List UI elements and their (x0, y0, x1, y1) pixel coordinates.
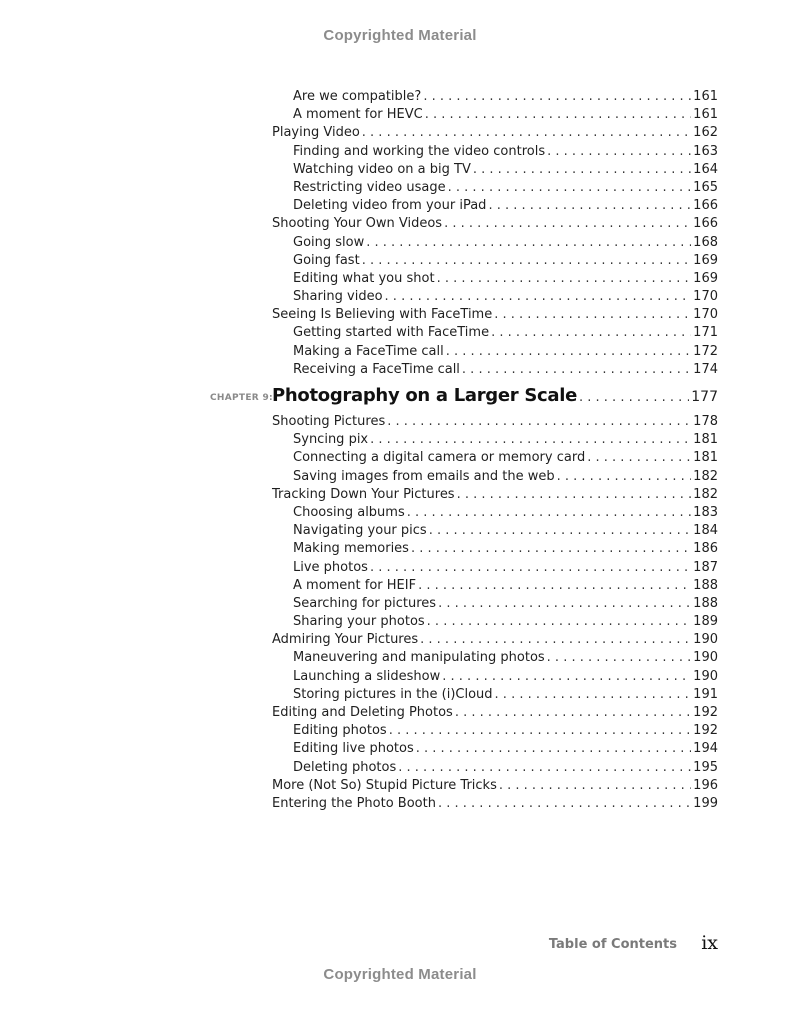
dot-leader (366, 234, 691, 252)
toc-entry-page: 190 (693, 668, 718, 684)
toc-entry-title: Shooting Your Own Videos (272, 216, 443, 232)
toc-section-before (272, 88, 718, 379)
toc-entry-page: 162 (693, 125, 718, 141)
toc-entry-title: Connecting a digital camera or memory card (293, 450, 586, 466)
toc-entry-page: 189 (693, 614, 718, 630)
toc-entry-title: Restricting video usage (293, 179, 446, 195)
toc-entry-title: Seeing Is Believing with FaceTime (272, 307, 493, 323)
toc-entry-title: Going fast (293, 252, 360, 268)
dot-leader (499, 777, 691, 795)
toc-entry-page: 174 (693, 361, 718, 377)
dot-leader (495, 686, 692, 704)
toc-entry-page: 188 (693, 577, 718, 593)
toc-subentry (272, 106, 718, 124)
toc-entry-title: Going slow (293, 234, 365, 250)
toc-entry (272, 124, 718, 142)
toc-subentry (272, 540, 718, 558)
toc-entry-title: Saving images from emails and the web (293, 468, 555, 484)
toc-entry-page: 168 (693, 234, 718, 250)
toc-entry-page: 184 (693, 523, 718, 539)
toc-entry-page: 186 (693, 541, 718, 557)
toc-entry-page: 165 (693, 179, 718, 195)
toc-entry (272, 413, 718, 431)
dot-leader (455, 704, 691, 722)
dot-leader (411, 540, 691, 558)
toc-entry-title: Sharing video (293, 289, 383, 305)
dot-leader (448, 179, 692, 197)
dot-leader (362, 124, 691, 142)
toc-subentry (272, 252, 718, 270)
toc-entry-page: 192 (693, 705, 718, 720)
toc-entry-title: Playing Video (272, 125, 360, 141)
chapter-title: Photography on a Larger Scale (272, 385, 577, 406)
toc-entry-title: Finding and working the video controls (293, 143, 546, 159)
toc-subentry (272, 88, 718, 106)
toc-section-after (272, 413, 718, 813)
toc-entry-page: 190 (693, 650, 718, 666)
toc-entry (272, 486, 718, 504)
toc-entry-page: 178 (693, 414, 718, 429)
toc-entry-title: Shooting Pictures (272, 414, 386, 429)
toc-entry-title: More (Not So) Stupid Picture Tricks (272, 777, 497, 793)
toc-entry-page: 169 (693, 252, 718, 268)
toc-entry-title: Navigating your pics (293, 523, 427, 539)
toc-subentry (272, 722, 718, 740)
dot-leader (398, 759, 691, 777)
toc-entry-title: Syncing pix (293, 432, 369, 448)
chapter-label: CHAPTER 9: (210, 393, 273, 403)
dot-leader (547, 649, 692, 667)
dot-leader (444, 215, 691, 233)
dot-leader (370, 431, 691, 449)
dot-leader (462, 361, 691, 379)
toc-subentry (272, 161, 718, 179)
toc-entry-page: 171 (693, 325, 718, 341)
toc-subentry (272, 234, 718, 252)
toc-subentry (272, 559, 718, 577)
dot-leader (387, 413, 691, 431)
toc-subentry (272, 668, 718, 686)
toc-entry (272, 631, 718, 649)
toc-entry-title: A moment for HEIF (293, 577, 417, 593)
dot-leader (446, 343, 691, 361)
toc-entry (272, 215, 718, 233)
toc-subentry (272, 468, 718, 486)
toc-subentry (272, 595, 718, 613)
toc-entry-title: Maneuvering and manipulating photos (293, 650, 545, 666)
dot-leader (423, 88, 691, 106)
toc-entry-page: 181 (693, 450, 718, 466)
toc-entry-page: 190 (693, 632, 718, 648)
toc-entry-page: 183 (693, 504, 718, 520)
chapter-heading (210, 385, 718, 413)
toc-subentry (272, 431, 718, 449)
toc-entry-title: Deleting video from your iPad (293, 198, 487, 214)
toc-entry-title: Choosing albums (293, 504, 405, 520)
toc-entry-page: 196 (693, 777, 718, 793)
toc-entry-page: 194 (693, 741, 718, 757)
toc-entry-page: 170 (693, 307, 718, 323)
toc-entry-title: A moment for HEVC (293, 107, 423, 123)
toc-entry-title: Deleting photos (293, 759, 397, 775)
dot-leader (587, 449, 691, 467)
toc-subentry (272, 740, 718, 758)
toc-subentry (272, 649, 718, 667)
toc-entry (272, 306, 718, 324)
toc-entry-title: Making memories (293, 541, 409, 557)
toc-subentry (272, 504, 718, 522)
dot-leader (407, 504, 691, 522)
dot-leader (547, 143, 691, 161)
toc-subentry (272, 522, 718, 540)
toc-subentry (272, 577, 718, 595)
toc-entry (272, 704, 718, 722)
toc-entry-page: 181 (693, 432, 718, 448)
dot-leader (429, 522, 691, 540)
toc-entry-title: Receiving a FaceTime call (293, 361, 460, 377)
toc-entry-title: Editing live photos (293, 741, 414, 757)
running-footer-label: Table of Contents (548, 937, 677, 952)
dot-leader (557, 468, 692, 486)
toc-subentry (272, 686, 718, 704)
toc-subentry (272, 143, 718, 161)
dot-leader (488, 197, 691, 215)
dot-leader (437, 270, 692, 288)
toc-entry-title: Storing pictures in the (i)Cloud (293, 686, 493, 702)
toc-entry-title: Editing what you shot (293, 270, 435, 286)
chapter-page-number: 177 (691, 389, 718, 405)
toc-subentry (272, 324, 718, 342)
watermark-bottom: Copyrighted Material (323, 966, 477, 983)
footer-page-number: ix (701, 932, 718, 954)
toc-subentry (272, 759, 718, 777)
toc-entry-page: 170 (693, 289, 718, 305)
toc-entry-page: 192 (693, 723, 718, 739)
watermark-top: Copyrighted Material (323, 27, 477, 44)
dot-leader (491, 324, 691, 342)
toc-subentry (272, 197, 718, 215)
toc-entry-page: 163 (693, 143, 718, 159)
toc-entry-title: Live photos (293, 559, 368, 575)
toc-entry-page: 166 (693, 198, 718, 214)
toc-entry-title: Sharing your photos (293, 614, 425, 630)
toc-entry-page: 195 (693, 759, 718, 775)
toc-entry-title: Launching a slideshow (293, 668, 441, 684)
toc-entry-title: Searching for pictures (293, 595, 437, 611)
dot-leader (385, 288, 692, 306)
dot-leader (416, 740, 691, 758)
toc-entry-page: 182 (693, 468, 718, 484)
toc-subentry (272, 179, 718, 197)
toc-entry (272, 795, 718, 813)
toc-subentry (272, 343, 718, 361)
dot-leader (362, 252, 691, 270)
toc-entry-title: Getting started with FaceTime (293, 325, 490, 341)
dot-leader (438, 595, 691, 613)
toc-entry (272, 777, 718, 795)
dot-leader (579, 390, 689, 405)
toc-subentry (272, 613, 718, 631)
dot-leader (442, 668, 691, 686)
toc-entry-title: Editing and Deleting Photos (272, 705, 453, 720)
dot-leader (420, 631, 691, 649)
toc-entry-title: Are we compatible? (293, 89, 422, 104)
dot-leader (418, 577, 691, 595)
toc-entry-page: 161 (693, 89, 718, 104)
table-of-contents (210, 88, 718, 813)
toc-subentry (272, 270, 718, 288)
dot-leader (425, 106, 691, 124)
toc-entry-title: Watching video on a big TV (293, 161, 471, 177)
dot-leader (370, 559, 691, 577)
toc-entry-page: 161 (693, 107, 718, 123)
toc-subentry (272, 361, 718, 379)
toc-entry-page: 172 (693, 343, 718, 359)
toc-entry-page: 169 (693, 270, 718, 286)
toc-entry-page: 188 (693, 595, 718, 611)
toc-entry-title: Admiring Your Pictures (272, 632, 419, 648)
toc-entry-page: 164 (693, 161, 718, 177)
toc-entry-title: Entering the Photo Booth (272, 795, 436, 811)
toc-entry-page: 191 (693, 686, 718, 702)
toc-entry-title: Editing photos (293, 723, 387, 739)
toc-entry-page: 166 (693, 216, 718, 232)
dot-leader (427, 613, 692, 631)
dot-leader (473, 161, 691, 179)
toc-entry-title: Making a FaceTime call (293, 343, 444, 359)
dot-leader (389, 722, 691, 740)
dot-leader (457, 486, 692, 504)
toc-subentry (272, 449, 718, 467)
toc-entry-page: 187 (693, 559, 718, 575)
toc-entry-page: 182 (693, 486, 718, 502)
dot-leader (494, 306, 691, 324)
dot-leader (438, 795, 691, 813)
toc-entry-title: Tracking Down Your Pictures (272, 486, 455, 502)
toc-subentry (272, 288, 718, 306)
toc-entry-page: 199 (693, 795, 718, 811)
